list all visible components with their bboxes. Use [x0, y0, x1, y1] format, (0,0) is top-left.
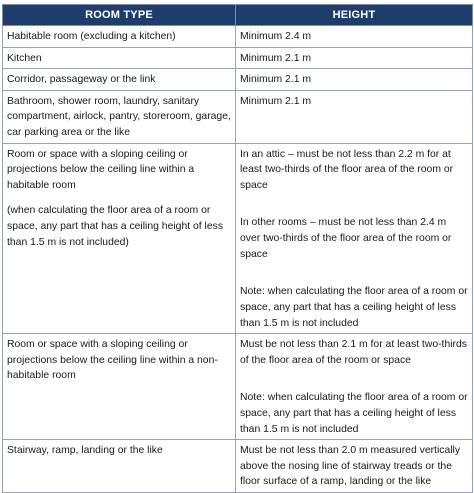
- room-height-table: [2, 4, 473, 493]
- room-type-text: Stairway, ramp, landing or the like: [7, 445, 163, 457]
- header-height: HEIGHT: [236, 5, 473, 26]
- height-text: Must be not less than 2.0 m measured vertically above the nosing line of stairway treads or the floor surface of a ramp, landing or the like: [240, 445, 461, 488]
- room-type-text: Room or space with a sloping ceiling or projections below the ceiling line within a habitable room: [7, 148, 195, 191]
- header-row: [3, 5, 473, 26]
- height-text: Minimum 2.4 m: [240, 31, 312, 42]
- table-row: [3, 69, 473, 91]
- room-type-cell: [3, 69, 236, 91]
- room-type-text: Habitable room (excluding a kitchen): [7, 31, 176, 42]
- table-row: [3, 334, 473, 440]
- room-type-text: Kitchen: [7, 52, 42, 64]
- room-type-note: (when calculating the floor area of a room or space, any part that has a ceiling height of less than 1.5 m is not included): [7, 205, 224, 248]
- room-type-text: Room or space with a sloping ceiling or projections below the ceiling line within a non-habitable room: [7, 339, 218, 382]
- room-type-cell: [3, 143, 236, 333]
- height-text: Minimum 2.1 m: [240, 95, 312, 107]
- height-cell: [236, 69, 473, 91]
- room-type-cell: [3, 26, 236, 48]
- height-cell: [236, 143, 473, 333]
- height-note: Note: when calculating the floor area of a room or space, any part that has a ceiling height of less than 1.5 m is not included: [240, 286, 468, 329]
- table-row: [3, 26, 473, 48]
- height-text: Minimum 2.1 m: [240, 52, 312, 64]
- header-room-type: ROOM TYPE: [3, 5, 236, 26]
- room-type-cell: [3, 334, 236, 440]
- room-type-cell: [3, 90, 236, 143]
- table-row: [3, 440, 473, 493]
- height-cell: [236, 334, 473, 440]
- height-cell: [236, 90, 473, 143]
- room-type-text: Bathroom, shower room, laundry, sanitary compartment, airlock, pantry, storeroom, garage, car parking area or the like: [7, 95, 231, 139]
- height-cell: [236, 440, 473, 493]
- table-row: [3, 143, 473, 333]
- height-text: Must be not less than 2.1 m for at least two-thirds of the floor area of the room or space: [240, 339, 467, 366]
- table-row: [3, 90, 473, 143]
- height-text: In other rooms – must be not less than 2.4 m over two-thirds of the floor area of the room or space: [240, 217, 452, 260]
- height-cell: [236, 26, 473, 48]
- height-note: Note: when calculating the floor area of a room or space, any part that has a ceiling height of less than 1.5 m is not included: [240, 392, 468, 435]
- height-text: In an attic – must be not less than 2.2 m for at least two-thirds of the floor area of the room or space: [240, 148, 454, 191]
- height-cell: [236, 47, 473, 69]
- room-type-cell: [3, 47, 236, 69]
- room-type-text: Corridor, passageway or the link: [7, 74, 156, 86]
- height-text: Minimum 2.1 m: [240, 74, 312, 86]
- room-type-cell: [3, 440, 236, 493]
- table-row: [3, 47, 473, 69]
